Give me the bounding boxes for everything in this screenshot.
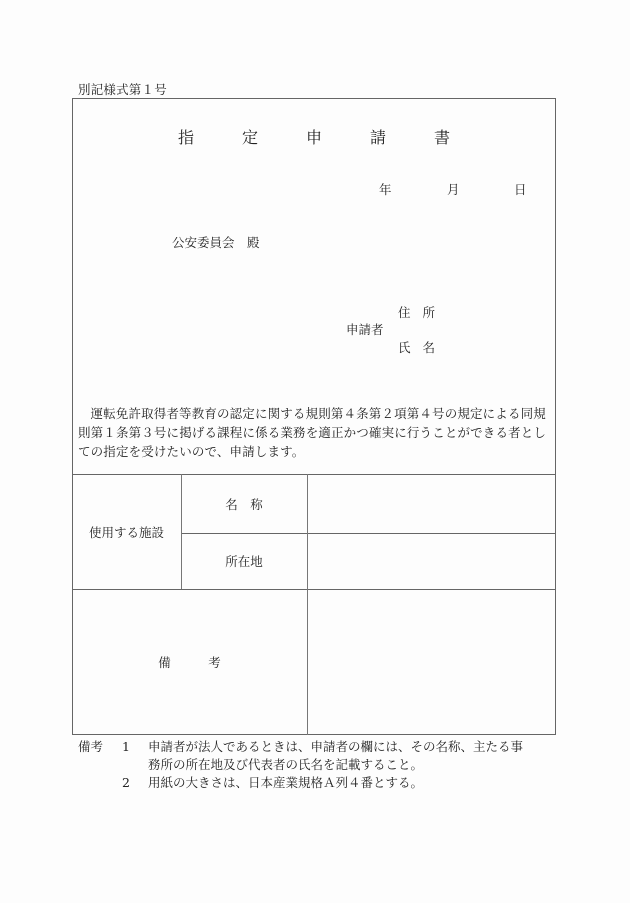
applicant-name-label: 氏 名 <box>398 340 436 355</box>
title-char: 指 <box>177 128 194 147</box>
date-month-label: 月 <box>447 182 460 197</box>
title-char: 申 <box>305 128 322 147</box>
remarks-label: 備 考 <box>158 655 221 670</box>
facility-name-label: 名 称 <box>225 496 263 512</box>
title-char: 定 <box>241 128 258 147</box>
application-statement: 運転免許取得者等教育の認定に関する規則第４条第２項第４号の規定による同規則第１条第３号に掲げる課程に係る業務を適正かつ確実に行うことができる者としての指定を受けたいので、申請します。 <box>78 406 547 459</box>
note-item-2 <box>78 774 558 792</box>
note-text: 申請者が法人であるときは、申請者の欄には、その名称、主たる事 <box>148 739 524 754</box>
note-text: 用紙の大きさは、日本産業規格Ａ列４番とする。 <box>148 775 424 790</box>
note-text-continued: 務所の所在地及び代表者の氏名を記載すること。 <box>148 757 424 772</box>
title-char: 書 <box>434 128 451 147</box>
addressee: 公安委員会 殿 <box>172 235 260 250</box>
form-title <box>72 125 556 148</box>
title-char: 請 <box>370 128 387 147</box>
notes-heading: 備考 <box>78 739 104 754</box>
applicant-address-label: 住 所 <box>398 305 436 320</box>
date-day-label: 日 <box>514 182 527 197</box>
form-identifier: 別記様式第１号 <box>78 82 167 97</box>
notes-section <box>78 738 558 792</box>
applicant-label: 申請者 <box>346 322 384 337</box>
note-number: 2 <box>122 775 130 790</box>
note-item-1 <box>78 738 558 756</box>
note-number: 1 <box>122 739 130 754</box>
facility-label: 使用する施設 <box>88 524 164 540</box>
facility-location-label: 所在地 <box>225 554 263 569</box>
remarks-field[interactable] <box>308 590 555 734</box>
date-year-label: 年 <box>379 182 392 197</box>
facility-name-field[interactable] <box>308 475 555 533</box>
facility-location-field[interactable] <box>308 534 555 589</box>
